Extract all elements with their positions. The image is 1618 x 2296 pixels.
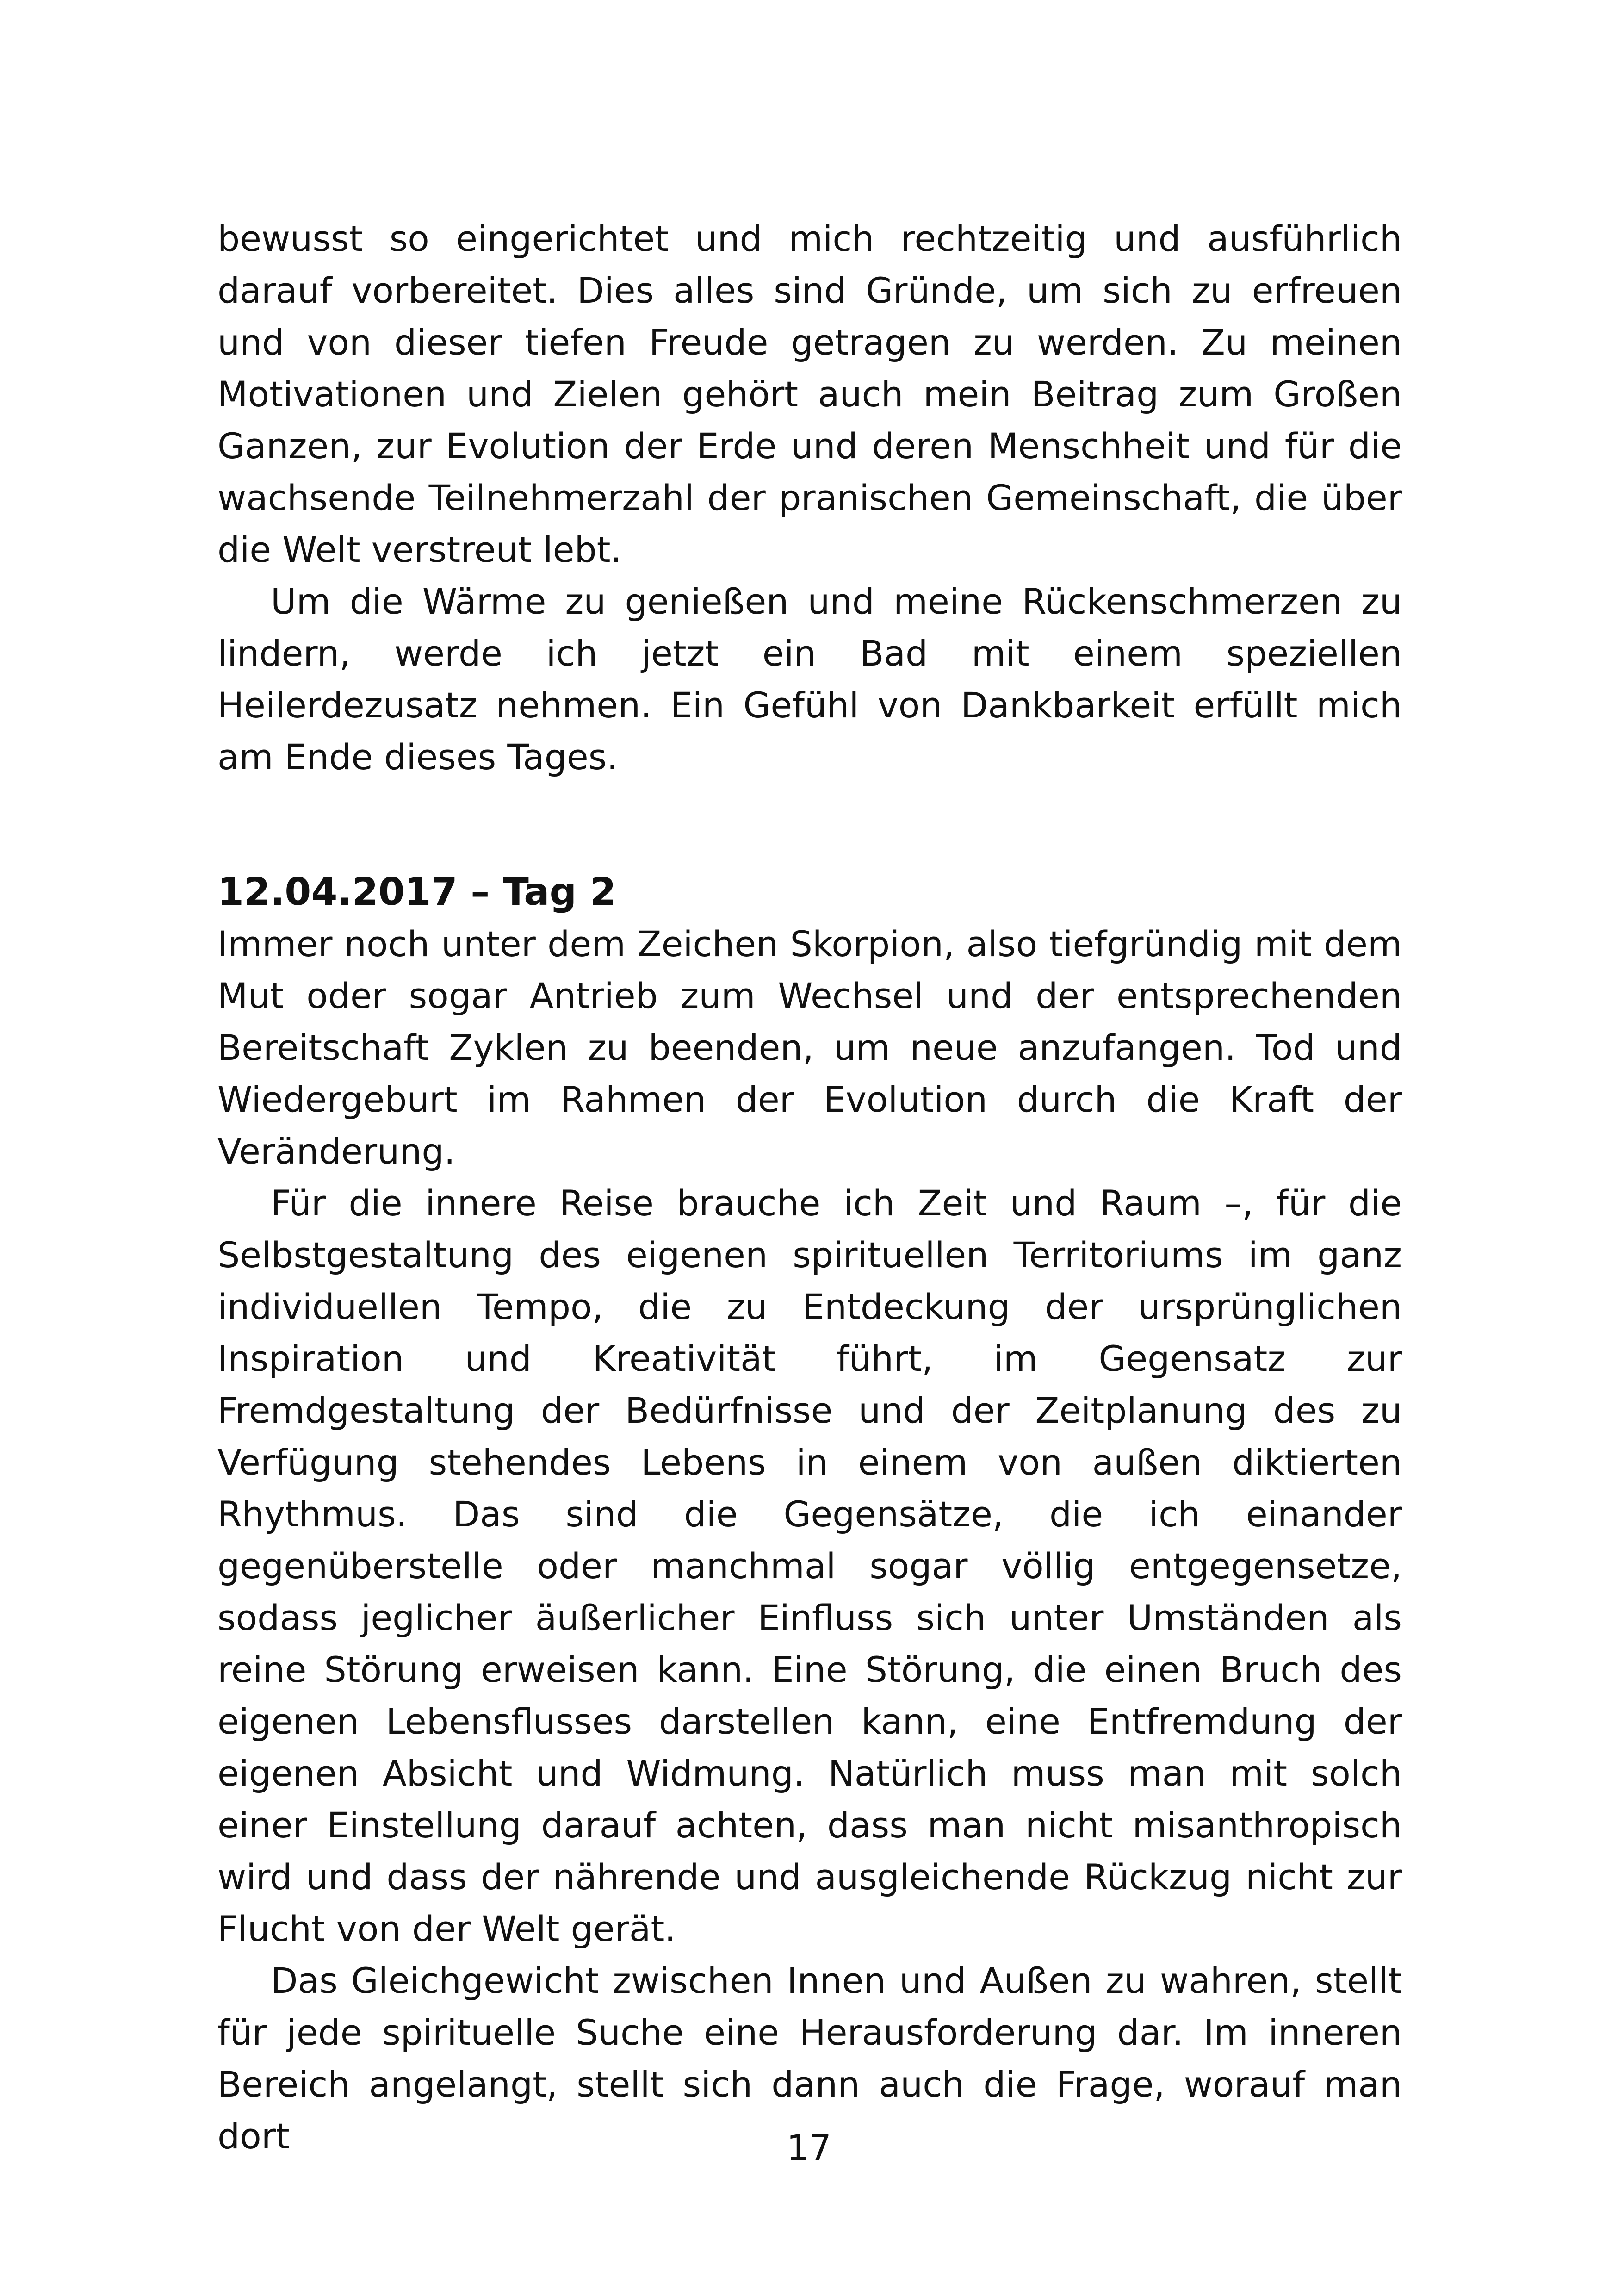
paragraph-balance: Das Gleichgewicht zwischen Innen und Außen zu wahren, stellt für jede spirituelle Suche eine Herausforderung dar. Im inneren Bereich angelangt, stellt sich dann auch die Frage, worauf man dort bbox=[217, 1960, 1402, 2157]
paragraph-scorpion: Immer noch unter dem Zeichen Skorpion, also tiefgründig mit dem Mut oder sogar Antrieb zum Wechsel und der entsprechenden Bereitschaft Zyklen zu beenden, um neue anzufangen. Tod und Wiedergeburt im Rahmen der Evolution durch die Kraft der Veränderung. bbox=[217, 923, 1402, 1172]
paragraph-bath: Um die Wärme zu genießen und meine Rückenschmerzen zu lindern, werde ich jetzt ein Bad mit einem speziellen Heilerdezusatz nehmen. Ein Gefühl von Dankbarkeit erfüllt mich am Ende dieses Tages. bbox=[217, 581, 1402, 778]
paragraph-continuation: bewusst so eingerichtet und mich rechtzeitig und ausführlich darauf vorbereitet. Dies alles sind Gründe, um sich zu erfreuen und von dieser tiefen Freude getragen zu werden. Zu meinen Motivationen und Zielen gehört auch mein Beitrag zum Großen Ganzen, zur Evolution der Erde und deren Menschheit und für die wachsende Teilnehmerzahl der pranischen Gemeinschaft, die über die Welt verstreut lebt. bbox=[217, 218, 1402, 570]
page-number: 17 bbox=[787, 2127, 831, 2168]
paragraph-inner-journey: Für die innere Reise brauche ich Zeit und Raum –, für die Selbstgestaltung des eigenen spirituellen Territoriums im ganz individuellen Tempo, die zu Entdeckung der ursprünglichen Inspiration und Kreativität führt, im Gegensatz zur Fremdgestaltung der Bedürfnisse und der Zeitplanung des zu Verfügung stehendes Lebens in einem von außen diktierten Rhythmus. Das sind die Gegensätze, die ich einander gegenüberstelle oder manchmal sogar völlig entgegensetze, sodass jeglicher äußerlicher Einfluss sich unter Umständen als reine Störung erweisen kann. Eine Störung, die einen Bruch des eigenen Lebensflusses darstellen kann, eine Entfremdung der eigenen Absicht und Widmung. Natürlich muss man mit solch einer Einstellung darauf achten, dass man nicht misanthropisch wird und dass der nährende und ausgleichende Rückzug nicht zur Flucht von der Welt gerät. bbox=[217, 1182, 1402, 1949]
entry-heading: 12.04.2017 – Tag 2 bbox=[217, 870, 616, 914]
page-body bbox=[217, 213, 1402, 2162]
